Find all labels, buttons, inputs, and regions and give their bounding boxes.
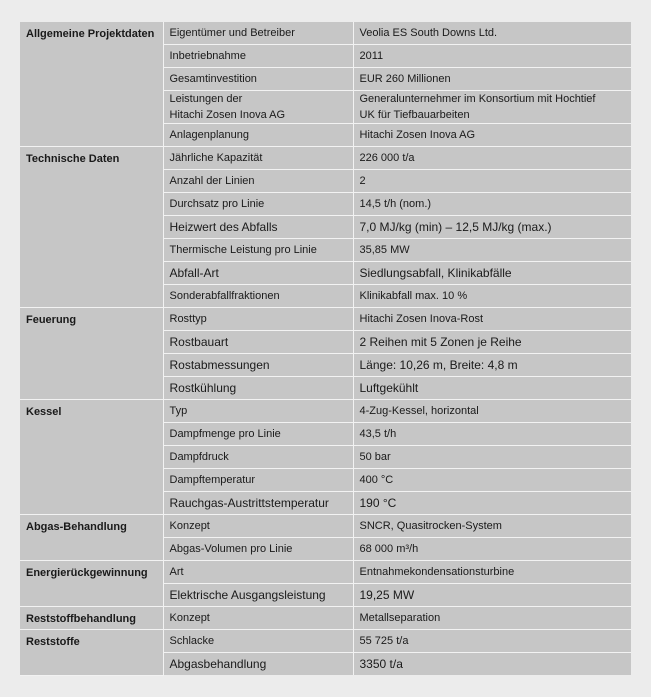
row-value: 190 °C	[353, 491, 631, 514]
row-value: 2011	[353, 44, 631, 67]
project-data-sheet	[20, 22, 631, 676]
row-label: Leistungen der Hitachi Zosen Inova AG	[163, 90, 353, 123]
row-label: Art	[163, 560, 353, 583]
row-value: EUR 260 Millionen	[353, 67, 631, 90]
row-value: 50 bar	[353, 445, 631, 468]
row-value: 400 °C	[353, 468, 631, 491]
row-value: Metallseparation	[353, 606, 631, 629]
table-row	[20, 22, 631, 44]
table-row	[20, 606, 631, 629]
row-value: Klinikabfall max. 10 %	[353, 284, 631, 307]
section-title-kessel: Kessel	[20, 399, 163, 514]
row-value: Entnahmekondensationsturbine	[353, 560, 631, 583]
row-label: Schlacke	[163, 629, 353, 652]
row-label: Abgas-Volumen pro Linie	[163, 537, 353, 560]
table-row	[20, 146, 631, 169]
row-label: Durchsatz pro Linie	[163, 192, 353, 215]
row-value: Länge: 10,26 m, Breite: 4,8 m	[353, 353, 631, 376]
table-row	[20, 307, 631, 330]
row-label: Jährliche Kapazität	[163, 146, 353, 169]
row-value: 55 725 t/a	[353, 629, 631, 652]
row-label: Rostkühlung	[163, 376, 353, 399]
table-row	[20, 514, 631, 537]
section-title-technische-daten: Technische Daten	[20, 146, 163, 307]
row-label: Anlagenplanung	[163, 123, 353, 146]
row-value: Hitachi Zosen Inova-Rost	[353, 307, 631, 330]
row-value: 2 Reihen mit 5 Zonen je Reihe	[353, 330, 631, 353]
row-value: SNCR, Quasitrocken-System	[353, 514, 631, 537]
row-label: Abfall-Art	[163, 261, 353, 284]
table-row	[20, 560, 631, 583]
project-data-table	[20, 22, 631, 676]
row-value: 226 000 t/a	[353, 146, 631, 169]
row-label: Anzahl der Linien	[163, 169, 353, 192]
row-label: Eigentümer und Betreiber	[163, 22, 353, 44]
section-title-reststoffe: Reststoffe	[20, 629, 163, 675]
row-label: Typ	[163, 399, 353, 422]
section-title-allgemeine-projektdaten: Allgemeine Projektdaten	[20, 22, 163, 146]
row-value: 4-Zug-Kessel, horizontal	[353, 399, 631, 422]
section-title-energierueckgewinnung: Energierückgewinnung	[20, 560, 163, 606]
row-label: Abgasbehandlung	[163, 652, 353, 675]
row-label: Rostbauart	[163, 330, 353, 353]
row-value: 14,5 t/h (nom.)	[353, 192, 631, 215]
row-label: Dampfmenge pro Linie	[163, 422, 353, 445]
table-row	[20, 399, 631, 422]
section-title-abgas-behandlung: Abgas-Behandlung	[20, 514, 163, 560]
row-value: 43,5 t/h	[353, 422, 631, 445]
row-label: Dampftemperatur	[163, 468, 353, 491]
row-value: Generalunternehmer im Konsortium mit Hochtief UK für Tiefbauarbeiten	[353, 90, 631, 123]
row-label: Konzept	[163, 606, 353, 629]
table-row	[20, 629, 631, 652]
section-title-feuerung: Feuerung	[20, 307, 163, 399]
row-value: 2	[353, 169, 631, 192]
row-label: Inbetriebnahme	[163, 44, 353, 67]
section-title-reststoffbehandlung: Reststoffbehandlung	[20, 606, 163, 629]
row-value: 3350 t/a	[353, 652, 631, 675]
row-value: 68 000 m³/h	[353, 537, 631, 560]
row-value: Luftgekühlt	[353, 376, 631, 399]
row-label: Rosttyp	[163, 307, 353, 330]
row-label: Elektrische Ausgangsleistung	[163, 583, 353, 606]
row-label: Dampfdruck	[163, 445, 353, 468]
row-value: 35,85 MW	[353, 238, 631, 261]
row-label: Thermische Leistung pro Linie	[163, 238, 353, 261]
row-label: Rauchgas-Austrittstemperatur	[163, 491, 353, 514]
table-body	[20, 22, 631, 675]
row-value: 19,25 MW	[353, 583, 631, 606]
row-label: Konzept	[163, 514, 353, 537]
row-value: 7,0 MJ/kg (min) – 12,5 MJ/kg (max.)	[353, 215, 631, 238]
row-label: Heizwert des Abfalls	[163, 215, 353, 238]
row-label: Gesamtinvestition	[163, 67, 353, 90]
row-label: Sonderabfallfraktionen	[163, 284, 353, 307]
row-value: Siedlungsabfall, Klinikabfälle	[353, 261, 631, 284]
row-label: Rostabmessungen	[163, 353, 353, 376]
row-value: Hitachi Zosen Inova AG	[353, 123, 631, 146]
row-value: Veolia ES South Downs Ltd.	[353, 22, 631, 44]
